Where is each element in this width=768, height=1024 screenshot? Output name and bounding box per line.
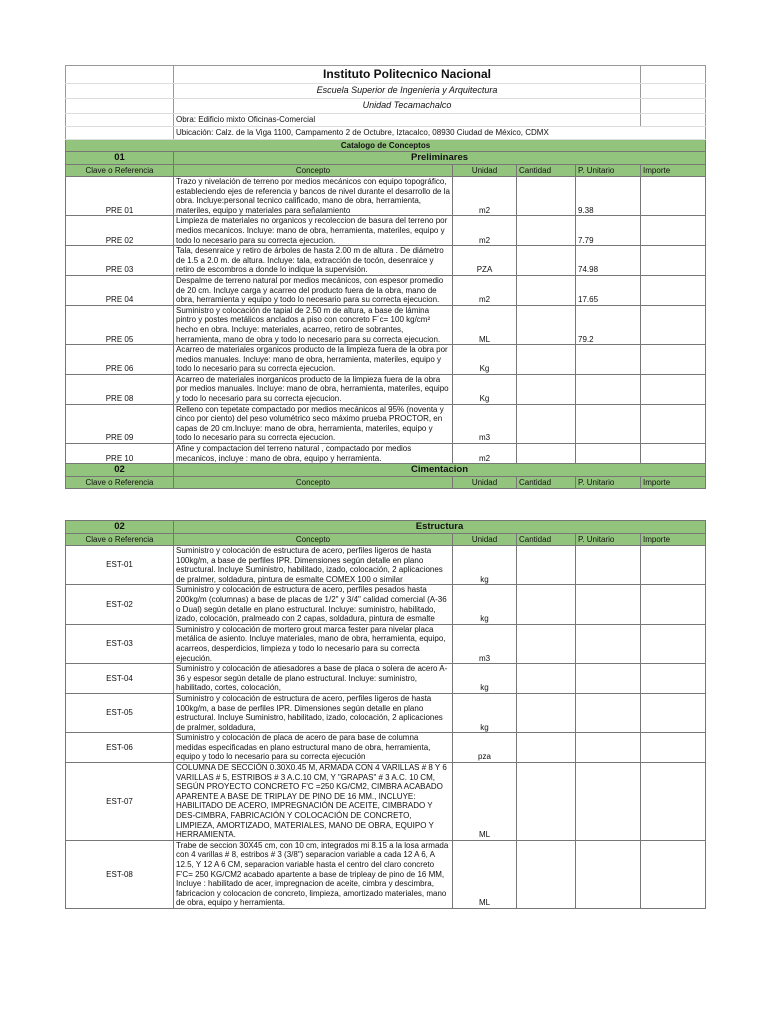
- col-header-concepto: Concepto: [174, 534, 453, 546]
- unidad-cell: m2: [453, 275, 517, 305]
- table-row: [66, 624, 706, 663]
- unidad-cell: ML: [453, 763, 517, 841]
- importe-cell: [641, 733, 706, 763]
- concepto-cell: Acarreo de materiales inorganicos producto de la limpieza fuera de la obra por medios manuales. Incluye: mano de obra, herramienta, materiles, equipo y todo lo necesario para su correcta ejecucion.: [174, 374, 453, 404]
- cantidad-cell: [517, 177, 576, 216]
- p-unitario-cell: [576, 840, 641, 908]
- importe-cell: [641, 275, 706, 305]
- importe-cell: [641, 444, 706, 464]
- importe-cell: [641, 345, 706, 375]
- table-row: [66, 444, 706, 464]
- unit-name: Unidad Tecamachalco: [174, 99, 641, 114]
- header-blank: [66, 66, 174, 84]
- unidad-cell: pza: [453, 733, 517, 763]
- clave-cell: PRE 09: [66, 404, 174, 443]
- clave-cell: PRE 01: [66, 177, 174, 216]
- concepto-cell: Suministro y colocación de placa de acero de para base de columna medidas especificadas en plano estructural mano de obra, herramienta, equipo y todo lo necesario para su correcta ejecución: [174, 733, 453, 763]
- unidad-cell: m3: [453, 624, 517, 663]
- cantidad-cell: [517, 275, 576, 305]
- table-row: [66, 763, 706, 841]
- col-header-clave: Clave o Referencia: [66, 534, 174, 546]
- table-row: [66, 404, 706, 443]
- clave-cell: PRE 08: [66, 374, 174, 404]
- p-unitario-cell: [576, 404, 641, 443]
- concepto-cell: Acarreo de materiales organicos producto de la limpieza fuera de la obra por medios manuales. Incluye: mano de obra, herramienta, materiles, equipo y todo lo necesario para su correcta ejecucion.: [174, 345, 453, 375]
- importe-cell: [641, 664, 706, 694]
- unidad-cell: ML: [453, 305, 517, 344]
- section-number: 02: [66, 464, 174, 477]
- table-row: [66, 585, 706, 624]
- clave-cell: PRE 02: [66, 216, 174, 246]
- clave-cell: EST-01: [66, 546, 174, 585]
- cantidad-cell: [517, 546, 576, 585]
- cantidad-cell: [517, 763, 576, 841]
- col-header-concepto: Concepto: [174, 165, 453, 177]
- unidad-cell: Kg: [453, 345, 517, 375]
- clave-cell: PRE 06: [66, 345, 174, 375]
- section-number: 01: [66, 152, 174, 165]
- concepto-cell: Tala, desenraice y retiro de árboles de hasta 2.00 m de altura . De diámetro de 1.5 a 2.0 m. de altura. Incluye: tala, extracción de tocón, desenraice y retiro de escombros a donde lo indique la supervisión.: [174, 246, 453, 276]
- col-header-cantidad: Cantidad: [517, 534, 576, 546]
- concepto-cell: Limpieza de materiales no organicos y recoleccion de basura del terreno por medios mecanicos. Incluye: mano de obra, herramienta, materiles, equipo y todo lo necesario para su correcta ejecucion.: [174, 216, 453, 246]
- concepto-cell: Trazo y nivelación de terreno por medios mecánicos con equipo topográfico, estableciendo ejes de referencia y bancos de nivel durante el desarrollo de la obra. Incluye:personal tecnico calificado, mano de obra, herramienta, materiles, equipo y materiales para señalamiento: [174, 177, 453, 216]
- unidad-cell: kg: [453, 693, 517, 732]
- concepto-cell: Suministro y colocación de estructura de acero, perfiles ligeros de hasta 100kg/m, a base de perfiles IPR. Dimensiones según detalle en plano estructural. Incluye Suministro, habilitado, izado, colocación, 2 aplicaciones de pralmer, soldadura,: [174, 693, 453, 732]
- cantidad-cell: [517, 624, 576, 663]
- clave-cell: PRE 10: [66, 444, 174, 464]
- p-unitario-cell: [576, 444, 641, 464]
- section-number: 02: [66, 521, 174, 534]
- unidad-cell: m2: [453, 177, 517, 216]
- concepto-cell: Suministro y colocación de estructura de acero, perfiles ligeros de hasta 100kg/m, a base de perfiles IPR. Dimensiones según detalle en plano estructural. Incluye Suministro, habilitado, izado, colocación, 2 aplicaciones de pralmer, soldadura, pintura de esmalte COMEX 100 o similar: [174, 546, 453, 585]
- table-row: [66, 664, 706, 694]
- importe-cell: [641, 305, 706, 344]
- col-header-clave: Clave o Referencia: [66, 477, 174, 489]
- col-header-importe: Importe: [641, 165, 706, 177]
- col-header-p-unitario: P. Unitario: [576, 165, 641, 177]
- concepto-cell: Suministro y colocación de tapial de 2.50 m de altura, a base de lámina pintro y postes metálicos anclados a piso con concreto F´c= 100 kg/cm² hecho en obra. Incluye: materiales, acarreo, retiro de sobrantes, herramienta, mano de obra y todo lo necesario para su correcta ejecucion.: [174, 305, 453, 344]
- importe-cell: [641, 177, 706, 216]
- preliminares-rows: [66, 177, 706, 464]
- col-header-unidad: Unidad: [453, 165, 517, 177]
- header-blank: [641, 66, 706, 84]
- clave-cell: EST-04: [66, 664, 174, 694]
- unidad-cell: m3: [453, 404, 517, 443]
- importe-cell: [641, 763, 706, 841]
- table-row: [66, 216, 706, 246]
- importe-cell: [641, 374, 706, 404]
- clave-cell: EST-06: [66, 733, 174, 763]
- cantidad-cell: [517, 305, 576, 344]
- table-row: [66, 693, 706, 732]
- col-header-p-unitario: P. Unitario: [576, 477, 641, 489]
- concepto-cell: Relleno con tepetate compactado por medios mecánicos al 95% (noventa y cinco por ciento) del peso volumétrico seco máximo prueba PROCTOR, en capas de 20 cm.Incluye: mano de obra, herramienta, materiles, equipo y todo lo necesario para su correcta ejecucion.: [174, 404, 453, 443]
- section-name: Cimentacion: [174, 464, 706, 477]
- unidad-cell: kg: [453, 585, 517, 624]
- unidad-cell: m2: [453, 216, 517, 246]
- p-unitario-cell: [576, 763, 641, 841]
- p-unitario-cell: [576, 546, 641, 585]
- table-row: [66, 246, 706, 276]
- sheet-top: [65, 65, 706, 489]
- clave-cell: EST-05: [66, 693, 174, 732]
- p-unitario-cell: [576, 664, 641, 694]
- table-row: [66, 374, 706, 404]
- section-name: Estructura: [174, 521, 706, 534]
- clave-cell: PRE 05: [66, 305, 174, 344]
- p-unitario-cell: [576, 693, 641, 732]
- ubicacion-label: Ubicación: Calz. de la Viga 1100, Campamento 2 de Octubre, Iztacalco, 08930 Ciudad de México, CDMX: [174, 127, 706, 140]
- importe-cell: [641, 546, 706, 585]
- unidad-cell: m2: [453, 444, 517, 464]
- concepto-cell: Trabe de seccion 30X45 cm, con 10 cm, integrados mi 8.15 a la losa armada con 4 varillas # 8, estribos # 3 (3/8") separacion variable a cada 12 A 6, A 12.5, Y 12 A 6 CM, separacion variable hasta el centro del claro concreto F'C= 250 KG/CM2 acabado apartente a base de tripleay de pino de 16 MM, Incluye : habilitado de acer, impregnacion de aceite, cimbra y descimbra, fabricacion y colocacion de concreto, limpieza, amortizado materiales, mano de obra, equipo y herramienta.: [174, 840, 453, 908]
- unidad-cell: ML: [453, 840, 517, 908]
- p-unitario-cell: 9.38: [576, 177, 641, 216]
- concepto-cell: COLUMNA DE SECCIÓN 0.30X0.45 M, ARMADA CON 4 VARILLAS # 8 Y 6 VARILLAS # 5, ESTRIBOS # 3 A.C.10 CM, Y "GRAPAS" # 3 A.C. 10 CM, SEGÚN PROYECTO CONCRETO F'C =250 KG/CM2, CIMBRA ACABADO APARENTE A BASE DE TRIPLAY DE PINO DE 16 MM., INCLUYE: HABILITADO DE ACERO, IMPREGNACIÓN DE ACEITE, CIMBRADO Y DES-CIMBRA, FABRICACIÓN Y COLOCACIÓN DE CONCRETO, LIMPIEZA, AMORTIZADO, MATERIALES, MANO DE OBRA, EQUIPO Y HERRAMIENTA.: [174, 763, 453, 841]
- table-row: [66, 733, 706, 763]
- p-unitario-cell: 7.79: [576, 216, 641, 246]
- p-unitario-cell: [576, 345, 641, 375]
- cantidad-cell: [517, 840, 576, 908]
- importe-cell: [641, 246, 706, 276]
- clave-cell: EST-08: [66, 840, 174, 908]
- col-header-p-unitario: P. Unitario: [576, 534, 641, 546]
- col-header-importe: Importe: [641, 477, 706, 489]
- section-name: Preliminares: [174, 152, 706, 165]
- table-row: [66, 305, 706, 344]
- cantidad-cell: [517, 664, 576, 694]
- col-header-cantidad: Cantidad: [517, 477, 576, 489]
- cantidad-cell: [517, 733, 576, 763]
- cantidad-cell: [517, 444, 576, 464]
- clave-cell: PRE 04: [66, 275, 174, 305]
- institution-title: Instituto Politecnico Nacional: [174, 66, 641, 84]
- table-row: [66, 345, 706, 375]
- clave-cell: EST-03: [66, 624, 174, 663]
- obra-label: Obra: Edificio mixto Oficinas-Comercial: [174, 114, 641, 127]
- col-header-concepto: Concepto: [174, 477, 453, 489]
- unidad-cell: Kg: [453, 374, 517, 404]
- concepto-cell: Afine y compactacion del terreno natural , compactado por medios mecanicos, incluye : mano de obra, equipo y herramienta.: [174, 444, 453, 464]
- p-unitario-cell: 17.65: [576, 275, 641, 305]
- p-unitario-cell: [576, 733, 641, 763]
- p-unitario-cell: 79.2: [576, 305, 641, 344]
- col-header-unidad: Unidad: [453, 477, 517, 489]
- table-row: [66, 275, 706, 305]
- p-unitario-cell: [576, 585, 641, 624]
- col-header-unidad: Unidad: [453, 534, 517, 546]
- school-name: Escuela Superior de Ingenieria y Arquitectura: [174, 84, 641, 99]
- table-row: [66, 546, 706, 585]
- table-row: [66, 840, 706, 908]
- concepto-cell: Suministro y colocación de atiesadores a base de placa o solera de acero A-36 y espesor según detalle de plano estructural. Incluye: suministro, habilitado, cortes, colocación,: [174, 664, 453, 694]
- clave-cell: EST-02: [66, 585, 174, 624]
- cantidad-cell: [517, 374, 576, 404]
- estructura-rows: [66, 546, 706, 909]
- table-row: [66, 177, 706, 216]
- clave-cell: PRE 03: [66, 246, 174, 276]
- catalog-title: Catalogo de Conceptos: [66, 140, 706, 152]
- unidad-cell: kg: [453, 664, 517, 694]
- col-header-importe: Importe: [641, 534, 706, 546]
- concepto-cell: Suministro y colocación de estructura de acero, perfiles pesados hasta 200kg/m (columnas) a base de placas de 1/2" y 3/4" calidad comercial (A-36 o Dual) según detalle en plano estructural. Incluye: suministro, habilitado, izado, colocación, pralmeado con 2 capas, soldadura, pintura de esmalte: [174, 585, 453, 624]
- cantidad-cell: [517, 216, 576, 246]
- cantidad-cell: [517, 404, 576, 443]
- unidad-cell: PZA: [453, 246, 517, 276]
- clave-cell: EST-07: [66, 763, 174, 841]
- unidad-cell: kg: [453, 546, 517, 585]
- concepto-cell: Despalme de terreno natural por medios mecánicos, con espesor promedio de 20 cm. Incluye carga y acarreo del producto fuera de la obra, mano de obra, herramienta y equipo y todo lo necesario para su correcta ejecucion.: [174, 275, 453, 305]
- importe-cell: [641, 585, 706, 624]
- p-unitario-cell: [576, 624, 641, 663]
- p-unitario-cell: 74.98: [576, 246, 641, 276]
- col-header-cantidad: Cantidad: [517, 165, 576, 177]
- sheet-bottom: [65, 520, 706, 909]
- importe-cell: [641, 693, 706, 732]
- importe-cell: [641, 216, 706, 246]
- importe-cell: [641, 624, 706, 663]
- importe-cell: [641, 404, 706, 443]
- cantidad-cell: [517, 693, 576, 732]
- p-unitario-cell: [576, 374, 641, 404]
- concepto-cell: Suministro y colocación de mortero grout marca fester para nivelar placa metálica de asiento. Incluye materiales, mano de obra, herramienta, equipo, acarreos, desperdicios, limpieza y todo lo necesario para su correcta ejecución.: [174, 624, 453, 663]
- cantidad-cell: [517, 585, 576, 624]
- cantidad-cell: [517, 246, 576, 276]
- importe-cell: [641, 840, 706, 908]
- col-header-clave: Clave o Referencia: [66, 165, 174, 177]
- cantidad-cell: [517, 345, 576, 375]
